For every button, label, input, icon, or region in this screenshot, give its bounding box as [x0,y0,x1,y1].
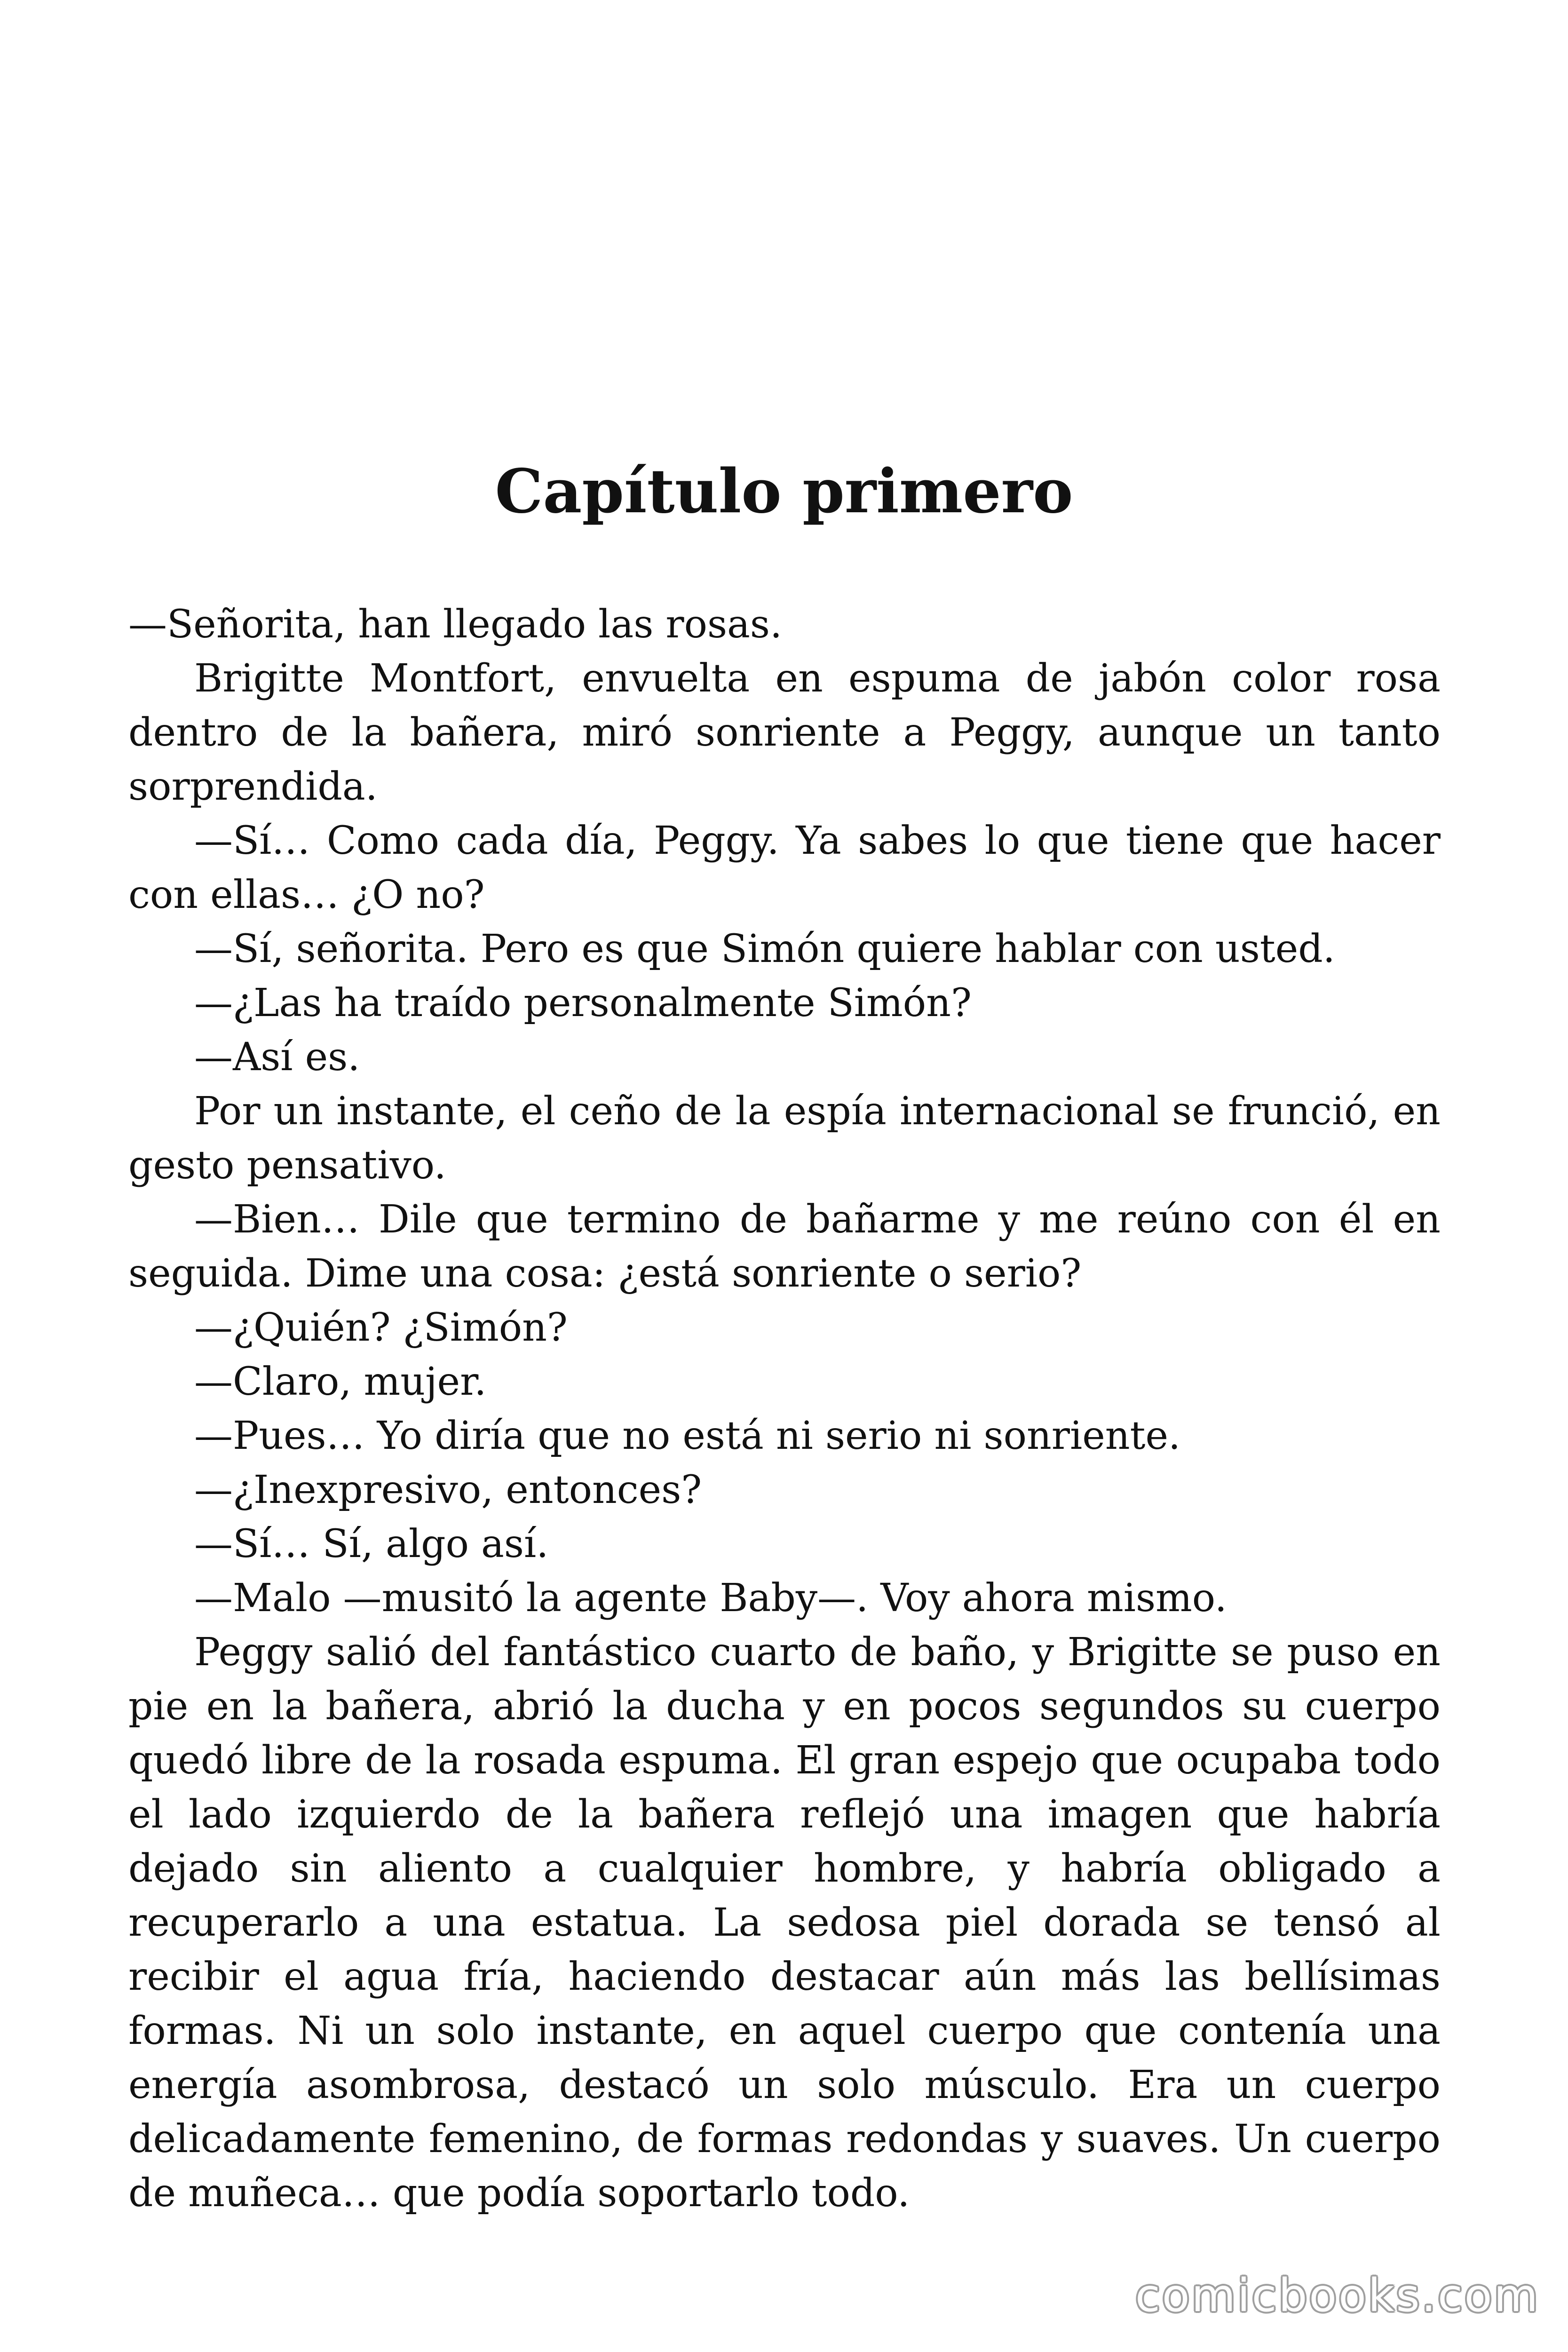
paragraph: —Bien… Dile que termino de bañarme y me reúno con él en seguida. Dime una cosa: ¿está sonriente o serio? [128,1197,1441,1296]
paragraph: —Sí… Sí, algo así. [194,1522,549,1566]
paragraph: —Así es. [194,1035,360,1080]
paragraph: —¿Quién? ¿Simón? [194,1305,568,1350]
chapter-title: Capítulo primero [495,456,1073,527]
paragraph: Peggy salió del fantástico cuarto de baño, y Brigitte se puso en pie en la bañera, abrió la ducha y en pocos segundos su cuerpo quedó libre de la rosada espuma. El gran espejo que ocupaba todo el lado izquierdo de la bañera reflejó una imagen que habría dejado sin aliento a cualquier hombre, y habría obligado a recuperarlo a una estatua. La sedosa piel dorada se tensó al recibir el agua fría, haciendo destacar aún más las bellísimas formas. Ni un solo instante, en aquel cuerpo que contenía una energía asombrosa, destacó un solo músculo. Era un cuerpo delicadamente femenino, de formas redondas y suaves. Un cuerpo de muñeca… que podía soportarlo todo. [128,1630,1441,2216]
paragraph: —Claro, mujer. [194,1359,487,1404]
paragraph: —¿Las ha traído personalmente Simón? [194,981,972,1025]
chapter-body [128,597,1441,2220]
paragraph: Por un instante, el ceño de la espía internacional se frunció, en gesto pensativo. [128,1089,1441,1188]
paragraph: —¿Inexpresivo, entonces? [194,1468,702,1512]
paragraph: —Sí, señorita. Pero es que Simón quiere hablar con usted. [194,927,1335,971]
paragraph: —Sí… Como cada día, Peggy. Ya sabes lo que tiene que hacer con ellas… ¿O no? [128,818,1441,917]
site-watermark: comicbooks.com [1135,2269,1540,2322]
paragraph: —Malo —musitó la agente Baby—. Voy ahora mismo. [194,1576,1227,1621]
paragraph: —Señorita, han llegado las rosas. [128,602,783,647]
paragraph: —Pues… Yo diría que no está ni serio ni sonriente. [194,1414,1181,1458]
paragraph: Brigitte Montfort, envuelta en espuma de jabón color rosa dentro de la bañera, miró sonriente a Peggy, aunque un tanto sorprendida. [128,656,1441,809]
